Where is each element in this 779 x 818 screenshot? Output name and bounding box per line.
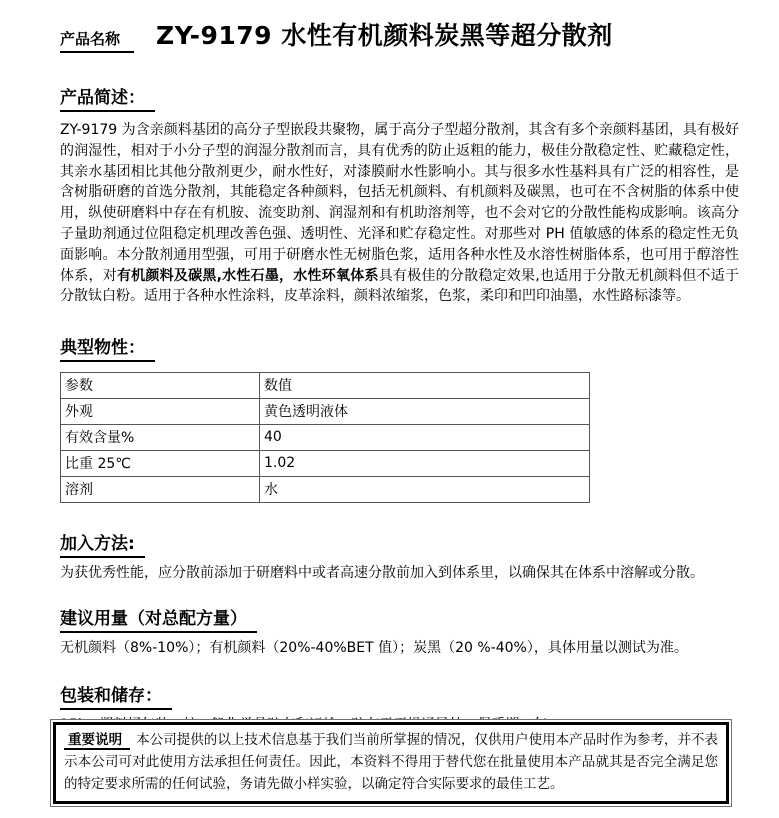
- paragraph-brief: [60, 120, 739, 307]
- table-header-param: 参数: [61, 373, 260, 399]
- section-heading-packaging: 包装和储存：: [60, 681, 172, 710]
- notice-content: [53, 722, 729, 804]
- table-cell-value: 1.02: [260, 451, 590, 477]
- brief-text-bold: 有机颜料及碳黑,水性石墨，水性环氧体系: [116, 267, 379, 284]
- table-row: [61, 451, 590, 477]
- paragraph-dosage: 无机颜料（8%-10%）；有机颜料（20%-40%BET 值）；炭黑（20 %-40%），具体用量以测试为准。: [60, 640, 688, 657]
- section-properties: [60, 333, 739, 503]
- product-name-label: 产品名称: [60, 28, 134, 53]
- table-cell-param: 外观: [61, 399, 260, 425]
- table-header-value: 数值: [260, 373, 590, 399]
- section-heading-addition: 加入方法:: [60, 529, 145, 558]
- notice-body: 本公司提供的以上技术信息基于我们当前所掌握的情况，仅供用户使用本产品时作为参考，并不表示本公司可对此使用方法承担任何责任。因此，本资料不得用于替代您在批量使用本产品就其是否完全满足您的特定要求所需的任何试验，务请先做小样实验，以确定符合实际要求的最佳工艺。: [64, 732, 719, 792]
- section-brief: [60, 83, 739, 307]
- table-cell-value: 黄色透明液体: [260, 399, 590, 425]
- table-cell-value: 水: [260, 477, 590, 503]
- important-notice-box: [50, 719, 732, 807]
- brief-text-pre: ZY-9179 为含亲颜料基团的高分子型嵌段共聚物，属于高分子型超分散剂，其含有多个亲颜料基团，具有极好的润湿性，相对于小分子型的润湿分散剂而言，具有优秀的防止返粗的能力，极佳分散稳定性、贮藏稳定性，其亲水基团相比其他分散剂更少，耐水性好，对漆膜耐水性影响小。其与很多水性基料具有广泛的相容性，是含树脂研磨的首选分散剂，其能稳定各种颜料，包括无机颜料、有机颜料及碳黑，也可在不含树脂的体系中使用，纵使研磨料中存在有机胺、流变助剂、润湿剂和有机助溶剂等，也不会对它的分散性能构成影响。该高分子量助剂通过位阻稳定机理改善色强、透明性、光泽和贮存稳定性。对那些对 PH 值敏感的体系的稳定性无负面影响。本分散剂通用型强，可用于研磨水性无树脂色浆，适用各种水性及水溶性树脂体系，也可用于醇溶性体系，对: [60, 122, 739, 284]
- document-title: ZY-9179 水性有机颜料炭黑等超分散剂: [156, 21, 613, 50]
- paragraph-addition: 为获优秀性能，应分散前添加于研磨料中或者高速分散前加入到体系里，以确保其在体系中溶解或分散。: [60, 565, 704, 582]
- section-addition: [60, 529, 739, 584]
- title-row: [60, 16, 739, 53]
- section-heading-brief: 产品简述：: [60, 83, 155, 112]
- table-cell-param: 比重 25℃: [61, 451, 260, 477]
- section-heading-properties: 典型物性：: [60, 333, 155, 362]
- table-row: [61, 399, 590, 425]
- notice-label: 重要说明: [64, 732, 130, 750]
- properties-table: [60, 372, 590, 503]
- table-header-row: [61, 373, 590, 399]
- table-row: [61, 477, 590, 503]
- section-dosage: [60, 604, 739, 659]
- table-cell-param: 溶剂: [61, 477, 260, 503]
- section-heading-dosage: 建议用量（对总配方量）: [60, 604, 257, 633]
- table-cell-param: 有效含量%: [61, 425, 260, 451]
- table-cell-value: 40: [260, 425, 590, 451]
- brief-text-post: 具有极佳的分散稳定效果,也适用于分散无机颜料但不适于分散钛白粉。适用于各种水性涂料，皮革涂料，颜料浓缩浆，色浆，柔印和凹印油墨，水性路标漆等。: [60, 267, 739, 305]
- table-row: [61, 425, 590, 451]
